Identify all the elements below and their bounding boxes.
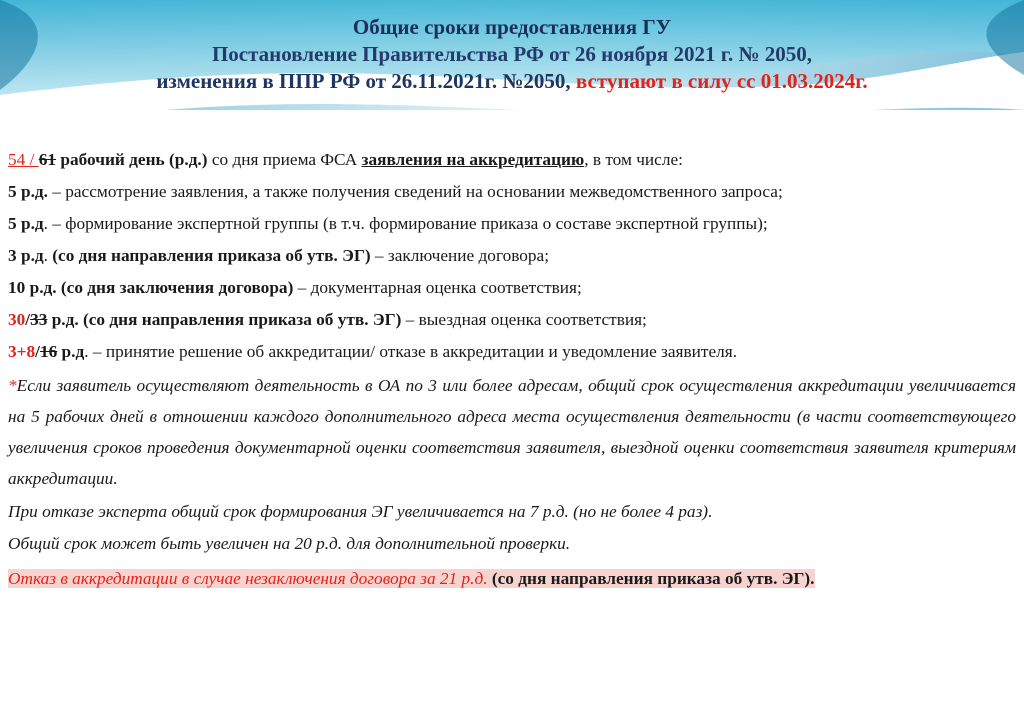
new-term: 54 / bbox=[8, 150, 39, 169]
step-onsite-new-days: 30 bbox=[8, 310, 26, 329]
step-decision-slash: / bbox=[35, 342, 40, 361]
title-line-1: Общие сроки предоставления ГУ bbox=[352, 15, 672, 39]
title-effective-date: вступают в силу сс 01.03.2024г. bbox=[575, 69, 868, 93]
step-contract-text: – заключение договора; bbox=[370, 246, 550, 265]
title-line-3-main: изменения в ППР РФ от 26.11.2021г. №2050, bbox=[156, 69, 576, 93]
refusal-note-text: Отказ в аккредитации в случае незаключения договора за 21 р.д. bbox=[8, 569, 492, 588]
refusal-note bbox=[8, 560, 1016, 600]
old-term: 61 bbox=[38, 150, 57, 169]
slide-body bbox=[8, 144, 1016, 600]
step-review-days: 5 р.д. bbox=[8, 182, 48, 201]
step-onsite-condition: р.д. (со дня направления приказа об утв. ЭГ) bbox=[47, 310, 402, 329]
step-contract bbox=[8, 240, 1016, 272]
step-expert-group-text: . – формирование экспертной группы (в т.ч. формирование приказа о составе экспертной группы); bbox=[43, 214, 768, 233]
step-expert-group bbox=[8, 208, 1016, 240]
title-line-3 bbox=[0, 68, 1024, 95]
step-decision-new-days: 3+8 bbox=[8, 342, 36, 361]
expert-refusal-note: При отказе эксперта общий срок формирования ЭГ увеличивается на 7 р.д. (но не более 4 раз). bbox=[8, 502, 713, 521]
multi-address-note bbox=[8, 368, 1016, 496]
refusal-note-condition: (со дня направления приказа об утв. ЭГ). bbox=[491, 569, 815, 588]
step-onsite-old-days: 33 bbox=[30, 310, 48, 329]
step-review-text: – рассмотрение заявления, а также получения сведений на основании межведомственного запроса; bbox=[47, 182, 783, 201]
step-decision bbox=[8, 336, 1016, 368]
note-text: Если заявитель осуществляют деятельность в ОА по 3 или более адресам, общий срок осуществления аккредитации увеличивается на 5 рабочих дней в отношении каждого дополнительного адреса места осуществления деятельности (в части соответствующего увеличения сроков проведения документарной оценки соответствия заявителя, выездной оценки соответствия заявителя критериям аккредитации. bbox=[8, 376, 1016, 488]
step-onsite bbox=[8, 304, 1016, 336]
step-review bbox=[8, 176, 1016, 208]
step-contract-condition: (со дня направления приказа об утв. ЭГ) bbox=[52, 246, 371, 265]
step-contract-days: 3 р.д bbox=[8, 246, 44, 265]
extension-note: Общий срок может быть увеличен на 20 р.д. для дополнительной проверки. bbox=[8, 534, 571, 553]
step-decision-old-days: 16 bbox=[39, 342, 58, 361]
term-text-2: , в том числе: bbox=[584, 150, 683, 169]
note-asterisk: * bbox=[8, 376, 17, 395]
step-decision-unit: р.д bbox=[57, 342, 85, 361]
slide-title bbox=[0, 14, 1024, 95]
total-term-line bbox=[8, 144, 1016, 176]
step-documentary-days: 10 р.д. (со дня заключения договора) bbox=[8, 278, 294, 297]
step-documentary-text: – документарная оценка соответствия; bbox=[293, 278, 582, 297]
term-unit: рабочий день (р.д.) bbox=[56, 150, 208, 169]
step-contract-sep: . bbox=[43, 246, 53, 265]
title-line-2: Постановление Правительства РФ от 26 ноября 2021 г. № 2050, bbox=[211, 42, 813, 66]
step-expert-group-days: 5 р.д bbox=[8, 214, 44, 233]
step-onsite-text: – выездная оценка соответствия; bbox=[401, 310, 647, 329]
step-decision-text: . – принятие решение об аккредитации/ отказе в аккредитации и уведомление заявителя. bbox=[84, 342, 738, 361]
step-onsite-slash: / bbox=[25, 310, 31, 329]
term-text-1: со дня приема ФСА bbox=[207, 150, 362, 169]
application-link-text: заявления на аккредитацию bbox=[361, 150, 585, 169]
step-documentary bbox=[8, 272, 1016, 304]
